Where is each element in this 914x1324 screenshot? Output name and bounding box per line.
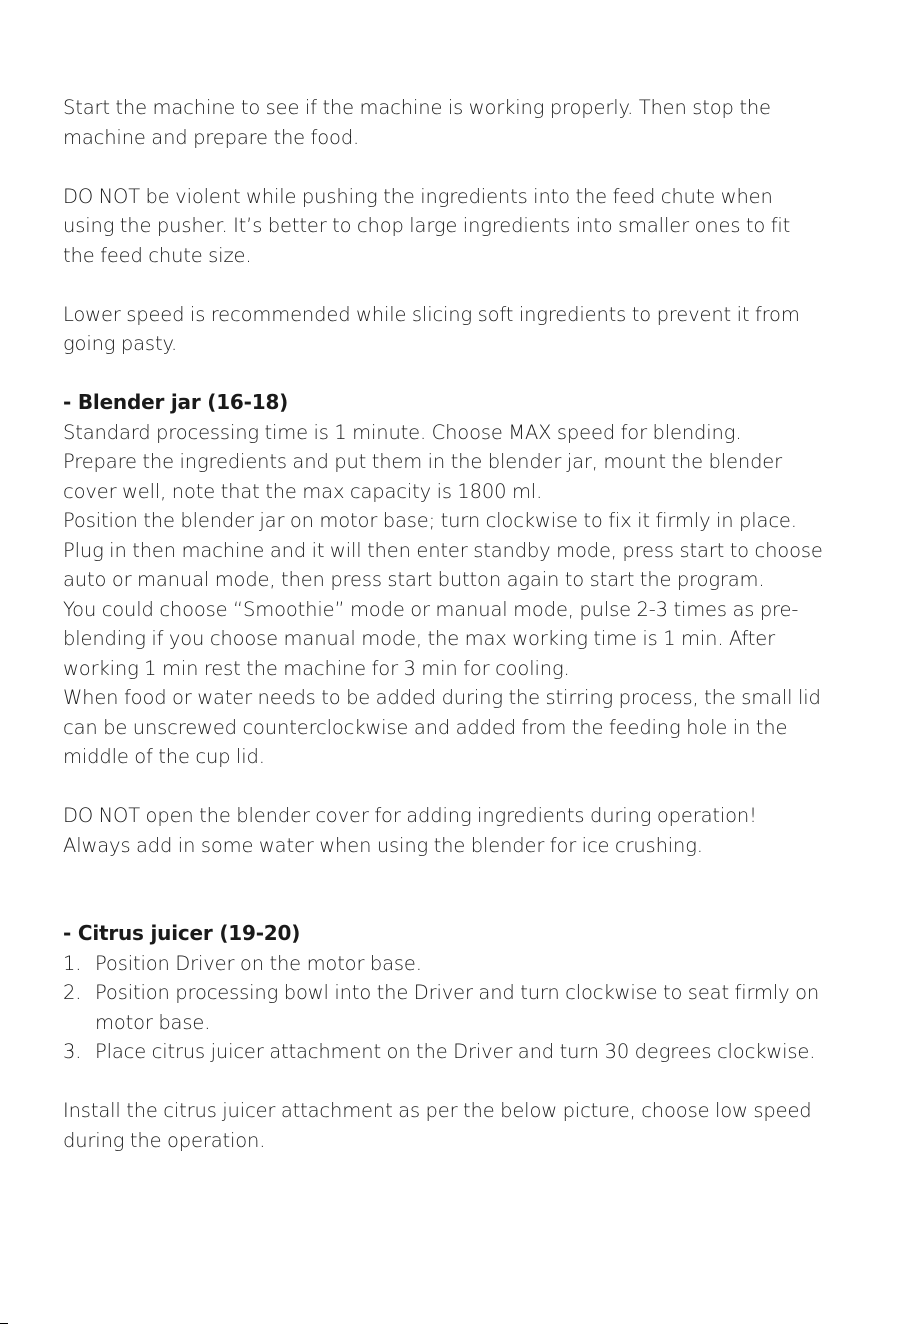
text-line: going pasty. [63, 332, 178, 355]
section-heading-citrus: - Citrus juicer (19-20) [63, 921, 301, 945]
citrus-install-note [63, 1096, 863, 1155]
list-item [63, 1037, 863, 1067]
step-number: 2. [63, 981, 82, 1004]
text-line: DO NOT open the blender cover for adding ingredients during operation! [63, 804, 757, 827]
text-line: working 1 min rest the machine for 3 min for cooling. [63, 656, 570, 680]
text-line: Position the blender jar on motor base; turn clockwise to fix it firmly in place. [63, 509, 797, 532]
text-line: machine and prepare the food. [63, 125, 360, 149]
text-line: blending if you choose manual mode, the max working time is 1 min. After [63, 627, 776, 650]
text-line: auto or manual mode, then press start button again to start the program. [63, 568, 765, 591]
text-line: the feed chute size. [63, 243, 252, 267]
text-line: motor base. [95, 1010, 211, 1034]
text-line: Place citrus juicer attachment on the Driver and turn 30 degrees clockwise. [95, 1040, 816, 1063]
text-line: You could choose “Smoothie” mode or manual mode, pulse 2-3 times as pre- [63, 597, 799, 621]
text-line: using the pusher. It’s better to chop large ingredients into smaller ones to fit [63, 214, 791, 237]
text-line: Install the citrus juicer attachment as per the below picture, choose low speed [63, 1099, 812, 1122]
step-number: 3. [63, 1040, 82, 1063]
intro-paragraph-speed [63, 300, 863, 359]
blender-instructions [63, 418, 863, 772]
text-line: DO NOT be violent while pushing the ingredients into the feed chute when [63, 184, 773, 208]
citrus-steps-list [63, 949, 863, 1067]
text-line: during the operation. [63, 1128, 266, 1152]
text-line: Prepare the ingredients and put them in the blender jar, mount the blender [63, 450, 783, 473]
text-line: cover well, note that the max capacity is 1800 ml. [63, 479, 543, 503]
manual-page [63, 93, 863, 1155]
text-line: Always add in some water when using the blender for ice crushing. [63, 833, 703, 857]
text-line: Standard processing time is 1 minute. Choose MAX speed for blending. [63, 420, 742, 444]
text-line: When food or water needs to be added during the stirring process, the small lid [63, 686, 821, 709]
section-heading-blender: - Blender jar (16-18) [63, 390, 289, 414]
list-item [63, 978, 863, 1037]
text-line: Position Driver on the motor base. [95, 951, 422, 975]
text-line: Plug in then machine and it will then enter standby mode, press start to choose [63, 538, 823, 562]
text-line: Position processing bowl into the Driver and turn clockwise to seat firmly on [95, 981, 820, 1004]
intro-paragraph-pusher [63, 182, 863, 271]
text-line: Lower speed is recommended while slicing soft ingredients to prevent it from [63, 302, 800, 326]
list-item [63, 949, 863, 979]
step-number: 1. [63, 951, 82, 975]
text-line: Start the machine to see if the machine is working properly. Then stop the [63, 96, 771, 119]
text-line: can be unscrewed counterclockwise and added from the feeding hole in the [63, 715, 788, 739]
intro-paragraph-start [63, 93, 863, 152]
text-line: middle of the cup lid. [63, 745, 265, 768]
blender-warning [63, 801, 863, 860]
